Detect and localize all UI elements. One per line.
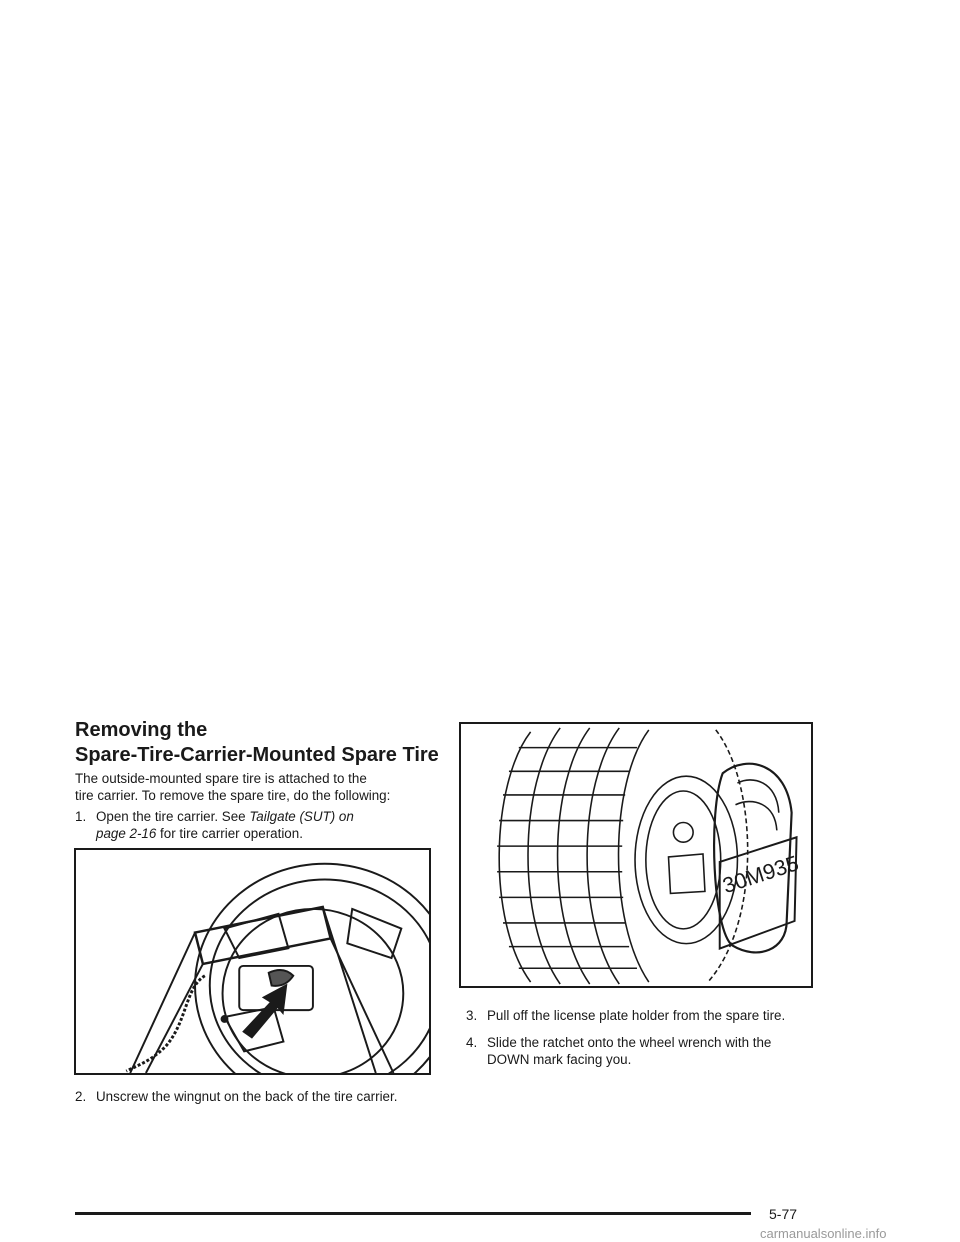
intro-line-1: The outside-mounted spare tire is attached to the	[75, 771, 367, 786]
step-3-number: 3.	[466, 1008, 478, 1023]
step-1-text-after: for tire carrier operation.	[156, 826, 303, 841]
spare-tire-illustration	[461, 724, 811, 986]
license-plate-number: 30M935	[719, 850, 802, 899]
intro-line-2: tire carrier. To remove the spare tire, do the following:	[75, 788, 391, 803]
step-1-text-before: Open the tire carrier. See	[96, 809, 250, 824]
footer-divider	[75, 1212, 751, 1215]
tire-carrier-illustration	[76, 850, 429, 1073]
intro-paragraph	[75, 770, 445, 804]
page-number: 5-77	[769, 1206, 798, 1222]
step-2	[75, 1088, 445, 1105]
step-3	[466, 1007, 836, 1024]
step-2-text: Unscrew the wingnut on the back of the tire carrier.	[96, 1089, 398, 1104]
step-4-text-line-2: DOWN mark facing you.	[487, 1052, 632, 1067]
figure-tire-carrier-wingnut	[74, 848, 431, 1075]
step-1-number: 1.	[75, 809, 87, 824]
step-2-number: 2.	[75, 1089, 87, 1104]
step-4	[466, 1034, 836, 1068]
figure-spare-tire-license-plate	[459, 722, 813, 988]
step-4-number: 4.	[466, 1035, 478, 1050]
heading-line-1: Removing the	[75, 719, 208, 741]
section-heading	[75, 718, 455, 768]
watermark: carmanualsonline.info	[760, 1226, 887, 1241]
step-3-text: Pull off the license plate holder from the spare tire.	[487, 1008, 786, 1023]
step-1-reference-page[interactable]: page 2-16	[96, 826, 157, 841]
step-1	[75, 808, 445, 842]
step-4-text-line-1: Slide the ratchet onto the wheel wrench with the	[487, 1035, 772, 1050]
heading-line-2: Spare-Tire-Carrier-Mounted Spare Tire	[75, 744, 439, 766]
step-1-reference-link[interactable]: Tailgate (SUT) on	[249, 809, 354, 824]
